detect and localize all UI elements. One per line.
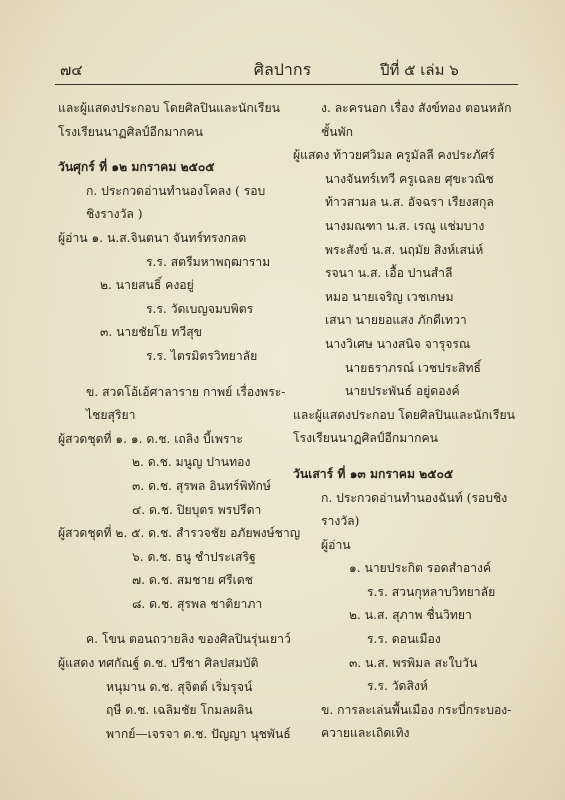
left-column-line: ร.ร. สตรีมหาพฤฒาราม	[146, 254, 271, 269]
left-column-line: ร.ร. วัดเบญจมบพิตร	[146, 301, 254, 316]
right-column-line: รางวัล)	[321, 514, 360, 529]
right-column-line: ท้าวสามล น.ส. อัจฉรา เรียงสกุล	[325, 195, 494, 210]
right-column-line: ผู้อ่าน	[321, 537, 351, 552]
left-column-line: พากย์—เจรจา ด.ช. ปัญญา นุชพันธ์	[106, 726, 291, 741]
left-column-line: ค. โขน ตอนถวายลิง ของศิลปินรุ่นเยาว์	[86, 632, 291, 647]
left-column-line: ๔. ด.ช. ปิยบุตร พรปรีดา	[132, 502, 262, 517]
paragraph-gap	[58, 616, 288, 628]
right-column-line: ก. ประกวดอ่านทำนองฉันท์ (รอบชิง	[321, 490, 508, 505]
header-rule	[55, 84, 518, 85]
right-column-line: วันเสาร์ ที่ ๑๓ มกราคม ๒๕๐๕	[293, 466, 454, 481]
right-column	[293, 97, 523, 746]
left-column-line: ไชยสุริยา	[86, 408, 136, 423]
right-column-line: พระสังข์ น.ส. นฤมัย สิงห์เสน่ห์	[325, 242, 484, 257]
right-column-line: ผู้แสดง ท้าวยศวิมล ครูมัลลี คงประภัศร์	[293, 148, 495, 163]
left-column	[58, 97, 301, 746]
left-column-line: วันศุกร์ ที่ ๑๒ มกราคม ๒๕๐๕	[58, 160, 215, 175]
right-column-line: ๓. น.ส. พรพิมล สะใบวัน	[349, 655, 478, 670]
right-column-line: ๒. น.ส. สุภาพ ชื่นวิทยา	[349, 608, 472, 623]
journal-title: ศิลปากร	[253, 60, 312, 79]
paragraph-gap	[58, 369, 288, 381]
left-column-line: ชิงรางวัล )	[86, 207, 143, 222]
left-column-line: ๘. ด.ช. สุรพล ชาติยาภา	[132, 596, 263, 611]
left-column-line: หนุมาน ด.ช. สุจิตต์ เริ่มรุจน์	[106, 679, 253, 694]
right-column-line: และผู้แสดงประกอบ โดยศิลปินและนักเรียน	[293, 407, 515, 422]
right-column-line: โรงเรียนนาฏศิลป์อีกมากคน	[293, 431, 438, 446]
left-column-line: ๒. ด.ช. มนูญ ปานทอง	[132, 455, 251, 470]
right-column-line: ๑. นายประกิต รอดสำอางค์	[349, 561, 492, 576]
left-column-line: ๗. ด.ช. สมชาย ศรีเดช	[132, 573, 253, 588]
right-column-line: นายธราภรณ์ เวชประสิทธิ์	[345, 360, 481, 375]
left-column-line: ร.ร. ไตรมิตรวิทยาลัย	[146, 348, 258, 363]
right-column-line: ข. การละเล่นพื้นเมือง กระบี่กระบอง-	[321, 702, 512, 717]
left-column-line: ผู้สวดชุดที่ ๑. ๑. ด.ช. เถลิง บี้เพราะ	[58, 431, 243, 446]
right-column-line: ร.ร. ดอนเมือง	[367, 632, 441, 647]
left-column-line: ผู้อ่าน ๑. น.ส.จินตนา จันทร์ทรงกลด	[58, 230, 247, 245]
left-column-line: ก. ประกวดอ่านทำนองโคลง ( รอบ	[86, 183, 266, 198]
left-column-line: ๓. ด.ช. สุรพล อินทร์พิทักษ์	[132, 478, 271, 493]
paragraph-gap	[58, 144, 288, 156]
left-column-line: ผู้สวดชุดที่ ๒. ๕. ด.ช. สำรวจชัย อภัยพงษ์ชาญ	[58, 526, 301, 541]
left-column-line: และผู้แสดงประกอบ โดยศิลปินและนักเรียน	[58, 101, 280, 115]
right-column-line: เสนา นายยอแสง ภักดีเทวา	[325, 313, 467, 328]
right-column-line: นายประพันธ์ อยู่ดองค์	[345, 384, 460, 399]
right-column-line: ชั้นพัก	[321, 124, 354, 139]
left-column-line: ผู้แสดง ทศกัณฐ์ ด.ช. ปรีชา ศิลปสมบัติ	[58, 656, 259, 671]
right-column-line: ควายและเถิดเทิง	[321, 726, 410, 741]
left-column-line: ข. สวดโอ้เอ้ศาลาราย กาพย์ เรื่องพระ-	[86, 384, 286, 399]
page-number: ๗๔	[60, 61, 83, 79]
paragraph-gap	[293, 451, 523, 463]
right-column-line: รจนา น.ส. เอื้อ ปานสำลี	[325, 266, 453, 281]
left-column-line: ฤษี ด.ช. เฉลิมชัย โกมลผลิน	[106, 703, 253, 718]
right-column-line: ร.ร. สวนกุหลาบวิทยาลัย	[367, 584, 496, 599]
right-column-line: นางมณฑา น.ส. เรณู แช่มบาง	[325, 218, 485, 233]
left-column-line: ๒. นายสนธิ์ คงอยู่	[100, 278, 194, 293]
right-column-line: หมอ นายเจริญ เวชเกษม	[325, 289, 454, 304]
left-column-line: ๓. นายชัยโย ทวีสุข	[100, 325, 203, 340]
left-column-line: ๖. ด.ช. ธนู ชำประเสริฐ	[132, 549, 256, 564]
right-column-line: นางจันทร์เทวี ครูเฉลย ศุขะวณิช	[325, 171, 494, 186]
right-column-line: ร.ร. วัดสิงห์	[367, 679, 428, 694]
left-column-line: โรงเรียนนาฏศิลป์อีกมากคน	[58, 124, 203, 139]
right-column-line: ง. ละครนอก เรื่อง สังข์ทอง ตอนหลัก	[321, 101, 512, 115]
right-column-line: นางวิเศษ นางสนิจ จารุจรณ	[325, 336, 471, 351]
issue-label: ปีที่ ๕ เล่ม ๖	[380, 61, 459, 79]
